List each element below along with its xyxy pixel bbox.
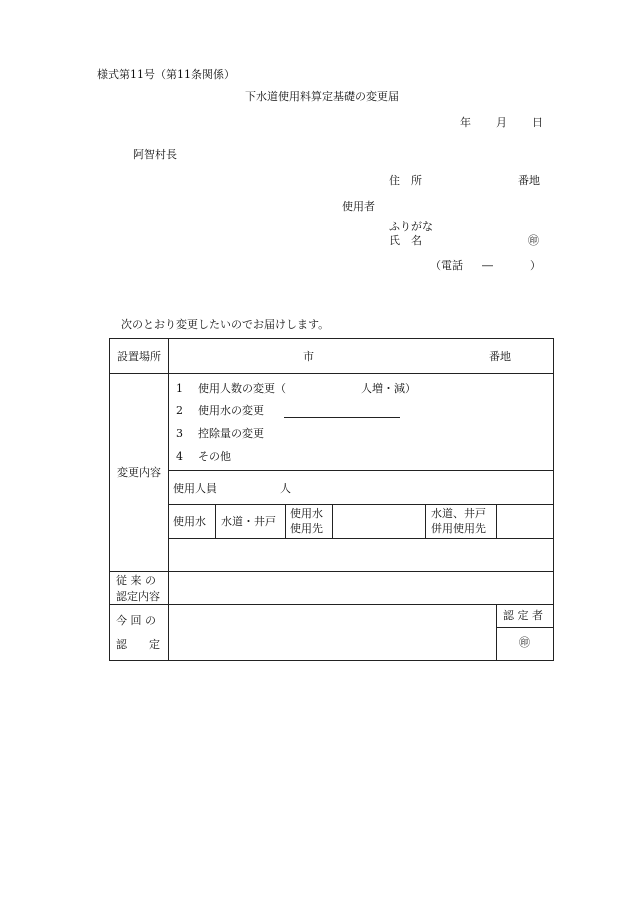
phone-label: （電話 <box>430 259 463 272</box>
furigana-label: ふりがな <box>389 220 433 233</box>
location-label: 設置場所 <box>117 350 161 363</box>
column-divider <box>425 504 426 538</box>
row-divider <box>110 571 553 572</box>
change-item-label: 使用水の変更 <box>198 404 264 417</box>
users-count-unit: 人 <box>280 482 291 495</box>
name-label: 氏 名 <box>389 234 422 247</box>
phone-close-paren: ） <box>530 259 541 272</box>
water-type-label: 水道・井戸 <box>221 515 276 528</box>
column-divider <box>215 504 216 538</box>
intro-text: 次のとおり変更したいのでお届けします。 <box>121 318 330 331</box>
change-item-number: 2 <box>176 404 183 417</box>
users-count-label: 使用人員 <box>173 482 217 495</box>
combined-use-label: 併用使用先 <box>431 522 486 535</box>
column-divider <box>168 339 169 660</box>
address-label: 住 所 <box>389 174 422 187</box>
date-year-label: 年 <box>460 116 471 129</box>
row-divider <box>110 604 553 605</box>
change-item-increase-decrease: 人増・減） <box>361 382 416 395</box>
change-contents-label: 変更内容 <box>117 466 161 479</box>
previous-approval-label: 認定内容 <box>116 590 160 603</box>
city-label: 市 <box>303 350 314 363</box>
column-divider <box>332 504 333 538</box>
date-month-label: 月 <box>496 116 507 129</box>
date-day-label: 日 <box>532 116 543 129</box>
combined-use-label: 水道、井戸 <box>431 507 486 520</box>
row-divider <box>168 538 553 539</box>
address-banchi-label: 番地 <box>518 174 540 187</box>
certifier-seal-mark: ㊞ <box>519 636 530 649</box>
current-approval-label: 認 定 <box>116 638 160 651</box>
change-notification-table <box>109 338 554 661</box>
column-divider <box>496 604 497 660</box>
banchi-label: 番地 <box>489 350 511 363</box>
certifier-label: 認 定 者 <box>503 609 543 622</box>
document-title: 下水道使用料算定基礎の変更届 <box>245 90 399 103</box>
row-divider <box>496 627 553 628</box>
user-label: 使用者 <box>342 200 375 213</box>
change-item-number: 1 <box>176 382 183 395</box>
change-item-label: その他 <box>198 450 231 463</box>
column-divider <box>285 504 286 538</box>
current-approval-label: 今 回 の <box>116 614 156 627</box>
change-item-label: 控除量の変更 <box>198 427 264 440</box>
change-item-label: 使用人数の変更（ <box>198 382 286 395</box>
previous-approval-label: 従 来 の <box>116 574 156 587</box>
water-destination-label: 使用先 <box>290 522 323 535</box>
water-label: 使用水 <box>173 515 206 528</box>
row-divider <box>110 373 553 374</box>
form-number: 様式第11号（第11条関係） <box>97 68 235 81</box>
change-item-number: 3 <box>176 427 183 440</box>
water-change-underline <box>284 417 400 418</box>
change-item-number: 4 <box>176 450 183 463</box>
column-divider <box>496 504 497 538</box>
water-destination-label: 使用水 <box>290 507 323 520</box>
applicant-seal-mark: ㊞ <box>528 234 539 247</box>
addressee: 阿智村長 <box>133 148 177 161</box>
row-divider <box>168 470 553 471</box>
phone-dash: ― <box>482 259 493 272</box>
